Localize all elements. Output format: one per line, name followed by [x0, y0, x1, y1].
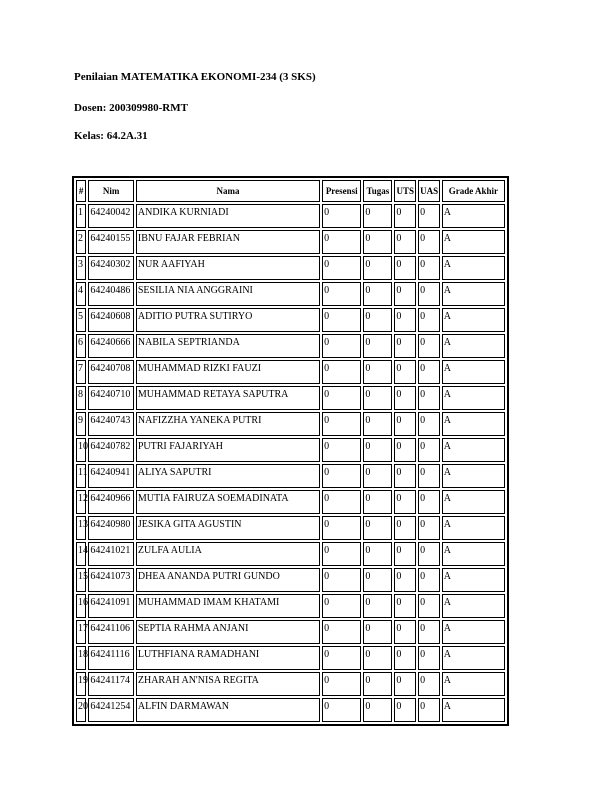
- cell-uts: 0: [394, 698, 416, 722]
- cell-nim: 64240486: [88, 282, 134, 306]
- cell-uas: 0: [418, 646, 440, 670]
- cell-nama: MUHAMMAD IMAM KHATAMI: [136, 594, 320, 618]
- cell-uas: 0: [418, 516, 440, 540]
- cell-grade-akhir: A: [442, 360, 505, 384]
- cell-number: 16: [76, 594, 86, 618]
- cell-presensi: 0: [322, 698, 361, 722]
- cell-tugas: 0: [363, 256, 392, 280]
- cell-presensi: 0: [322, 646, 361, 670]
- cell-tugas: 0: [363, 334, 392, 358]
- cell-nama: ZHARAH AN'NISA REGITA: [136, 672, 320, 696]
- cell-uas: 0: [418, 620, 440, 644]
- cell-uts: 0: [394, 620, 416, 644]
- cell-uts: 0: [394, 204, 416, 228]
- cell-presensi: 0: [322, 516, 361, 540]
- cell-tugas: 0: [363, 438, 392, 462]
- column-header-uas: UAS: [418, 180, 440, 202]
- cell-tugas: 0: [363, 282, 392, 306]
- cell-tugas: 0: [363, 490, 392, 514]
- cell-nama: DHEA ANANDA PUTRI GUNDO: [136, 568, 320, 592]
- cell-presensi: 0: [322, 256, 361, 280]
- cell-nim: 64241091: [88, 594, 134, 618]
- cell-number: 19: [76, 672, 86, 696]
- cell-number: 9: [76, 412, 86, 436]
- cell-number: 6: [76, 334, 86, 358]
- cell-uts: 0: [394, 412, 416, 436]
- cell-tugas: 0: [363, 594, 392, 618]
- cell-nama: IBNU FAJAR FEBRIAN: [136, 230, 320, 254]
- cell-presensi: 0: [322, 672, 361, 696]
- cell-uts: 0: [394, 594, 416, 618]
- cell-nama: NABILA SEPTRIANDA: [136, 334, 320, 358]
- cell-nim: 64240155: [88, 230, 134, 254]
- table-row: [76, 594, 505, 618]
- cell-presensi: 0: [322, 412, 361, 436]
- cell-uas: 0: [418, 464, 440, 488]
- cell-uts: 0: [394, 646, 416, 670]
- cell-grade-akhir: A: [442, 204, 505, 228]
- cell-uts: 0: [394, 568, 416, 592]
- table-row: [76, 542, 505, 566]
- cell-uts: 0: [394, 542, 416, 566]
- cell-presensi: 0: [322, 490, 361, 514]
- cell-grade-akhir: A: [442, 594, 505, 618]
- cell-tugas: 0: [363, 542, 392, 566]
- cell-uts: 0: [394, 490, 416, 514]
- table-row: [76, 516, 505, 540]
- cell-uts: 0: [394, 282, 416, 306]
- cell-nama: NUR AAFIYAH: [136, 256, 320, 280]
- cell-grade-akhir: A: [442, 230, 505, 254]
- grades-table: [72, 176, 509, 726]
- cell-nama: MUHAMMAD RIZKI FAUZI: [136, 360, 320, 384]
- cell-nim: 64241073: [88, 568, 134, 592]
- cell-nama: ZULFA AULIA: [136, 542, 320, 566]
- cell-nama: SEPTIA RAHMA ANJANI: [136, 620, 320, 644]
- cell-nama: JESIKA GITA AGUSTIN: [136, 516, 320, 540]
- cell-nim: 64240980: [88, 516, 134, 540]
- cell-grade-akhir: A: [442, 698, 505, 722]
- cell-number: 14: [76, 542, 86, 566]
- cell-uas: 0: [418, 334, 440, 358]
- cell-nama: LUTHFIANA RAMADHANI: [136, 646, 320, 670]
- cell-uts: 0: [394, 334, 416, 358]
- cell-tugas: 0: [363, 516, 392, 540]
- column-header-number: #: [76, 180, 86, 202]
- cell-presensi: 0: [322, 438, 361, 462]
- lecturer-line: Dosen: 200309980-RMT: [74, 102, 188, 114]
- cell-presensi: 0: [322, 464, 361, 488]
- cell-number: 20: [76, 698, 86, 722]
- column-header-presensi: Presensi: [322, 180, 361, 202]
- table-row: [76, 256, 505, 280]
- table-row: [76, 386, 505, 410]
- table-row: [76, 438, 505, 462]
- cell-uas: 0: [418, 282, 440, 306]
- cell-nim: 64240710: [88, 386, 134, 410]
- cell-uas: 0: [418, 230, 440, 254]
- cell-nim: 64240941: [88, 464, 134, 488]
- cell-grade-akhir: A: [442, 438, 505, 462]
- cell-nim: 64240608: [88, 308, 134, 332]
- cell-number: 15: [76, 568, 86, 592]
- cell-nim: 64240966: [88, 490, 134, 514]
- cell-tugas: 0: [363, 230, 392, 254]
- cell-uas: 0: [418, 438, 440, 462]
- cell-nama: SESILIA NIA ANGGRAINI: [136, 282, 320, 306]
- cell-nim: 64240302: [88, 256, 134, 280]
- cell-nim: 64240782: [88, 438, 134, 462]
- table-row: [76, 646, 505, 670]
- column-header-uts: UTS: [394, 180, 416, 202]
- cell-tugas: 0: [363, 360, 392, 384]
- cell-uts: 0: [394, 672, 416, 696]
- cell-nama: ALIYA SAPUTRI: [136, 464, 320, 488]
- table-row: [76, 282, 505, 306]
- table-row: [76, 308, 505, 332]
- cell-nama: ANDIKA KURNIADI: [136, 204, 320, 228]
- cell-nim: 64241021: [88, 542, 134, 566]
- table-row: [76, 230, 505, 254]
- cell-grade-akhir: A: [442, 256, 505, 280]
- cell-nama: ADITIO PUTRA SUTIRYO: [136, 308, 320, 332]
- cell-grade-akhir: A: [442, 542, 505, 566]
- cell-uas: 0: [418, 672, 440, 696]
- cell-uts: 0: [394, 386, 416, 410]
- cell-grade-akhir: A: [442, 412, 505, 436]
- table-row: [76, 360, 505, 384]
- cell-uas: 0: [418, 542, 440, 566]
- cell-grade-akhir: A: [442, 490, 505, 514]
- cell-nim: 64240666: [88, 334, 134, 358]
- cell-number: 17: [76, 620, 86, 644]
- cell-tugas: 0: [363, 464, 392, 488]
- table-row: [76, 620, 505, 644]
- column-header-nama: Nama: [136, 180, 320, 202]
- cell-nama: NAFIZZHA YANEKA PUTRI: [136, 412, 320, 436]
- cell-uas: 0: [418, 386, 440, 410]
- cell-tugas: 0: [363, 698, 392, 722]
- cell-presensi: 0: [322, 594, 361, 618]
- cell-tugas: 0: [363, 204, 392, 228]
- cell-number: 4: [76, 282, 86, 306]
- cell-presensi: 0: [322, 360, 361, 384]
- cell-presensi: 0: [322, 204, 361, 228]
- cell-tugas: 0: [363, 412, 392, 436]
- cell-uas: 0: [418, 308, 440, 332]
- cell-presensi: 0: [322, 308, 361, 332]
- table-row: [76, 568, 505, 592]
- table-row: [76, 672, 505, 696]
- cell-grade-akhir: A: [442, 386, 505, 410]
- cell-tugas: 0: [363, 672, 392, 696]
- cell-uts: 0: [394, 256, 416, 280]
- cell-presensi: 0: [322, 230, 361, 254]
- cell-uas: 0: [418, 256, 440, 280]
- cell-uts: 0: [394, 360, 416, 384]
- cell-nama: MUTIA FAIRUZA SOEMADINATA: [136, 490, 320, 514]
- cell-tugas: 0: [363, 568, 392, 592]
- cell-uas: 0: [418, 412, 440, 436]
- cell-number: 10: [76, 438, 86, 462]
- cell-nim: 64241106: [88, 620, 134, 644]
- cell-uts: 0: [394, 464, 416, 488]
- cell-grade-akhir: A: [442, 568, 505, 592]
- table-row: [76, 334, 505, 358]
- cell-presensi: 0: [322, 620, 361, 644]
- cell-uts: 0: [394, 438, 416, 462]
- cell-number: 3: [76, 256, 86, 280]
- column-header-nim: Nim: [88, 180, 134, 202]
- table-header-row: [76, 180, 505, 202]
- cell-grade-akhir: A: [442, 672, 505, 696]
- cell-grade-akhir: A: [442, 308, 505, 332]
- cell-presensi: 0: [322, 334, 361, 358]
- cell-nama: PUTRI FAJARIYAH: [136, 438, 320, 462]
- cell-number: 7: [76, 360, 86, 384]
- cell-uts: 0: [394, 230, 416, 254]
- cell-uas: 0: [418, 698, 440, 722]
- cell-grade-akhir: A: [442, 334, 505, 358]
- cell-uas: 0: [418, 594, 440, 618]
- cell-tugas: 0: [363, 386, 392, 410]
- cell-tugas: 0: [363, 308, 392, 332]
- cell-tugas: 0: [363, 620, 392, 644]
- cell-grade-akhir: A: [442, 464, 505, 488]
- column-header-grade-akhir: Grade Akhir: [442, 180, 505, 202]
- cell-presensi: 0: [322, 282, 361, 306]
- cell-nim: 64240708: [88, 360, 134, 384]
- cell-number: 11: [76, 464, 86, 488]
- document-title: Penilaian MATEMATIKA EKONOMI-234 (3 SKS): [74, 71, 316, 83]
- cell-nama: MUHAMMAD RETAYA SAPUTRA: [136, 386, 320, 410]
- cell-presensi: 0: [322, 386, 361, 410]
- cell-uas: 0: [418, 360, 440, 384]
- table-row: [76, 204, 505, 228]
- column-header-tugas: Tugas: [363, 180, 392, 202]
- cell-nama: ALFIN DARMAWAN: [136, 698, 320, 722]
- cell-nim: 64241116: [88, 646, 134, 670]
- cell-nim: 64240042: [88, 204, 134, 228]
- table-row: [76, 698, 505, 722]
- cell-grade-akhir: A: [442, 516, 505, 540]
- cell-nim: 64241174: [88, 672, 134, 696]
- cell-number: 1: [76, 204, 86, 228]
- class-line: Kelas: 64.2A.31: [74, 130, 148, 142]
- cell-grade-akhir: A: [442, 282, 505, 306]
- cell-uts: 0: [394, 516, 416, 540]
- cell-nim: 64240743: [88, 412, 134, 436]
- cell-nim: 64241254: [88, 698, 134, 722]
- cell-number: 8: [76, 386, 86, 410]
- cell-uas: 0: [418, 490, 440, 514]
- cell-presensi: 0: [322, 542, 361, 566]
- cell-number: 2: [76, 230, 86, 254]
- cell-uas: 0: [418, 568, 440, 592]
- cell-uas: 0: [418, 204, 440, 228]
- cell-grade-akhir: A: [442, 646, 505, 670]
- cell-tugas: 0: [363, 646, 392, 670]
- table-row: [76, 412, 505, 436]
- cell-number: 13: [76, 516, 86, 540]
- table-row: [76, 464, 505, 488]
- cell-number: 5: [76, 308, 86, 332]
- cell-uts: 0: [394, 308, 416, 332]
- table-row: [76, 490, 505, 514]
- grades-table-body: [76, 204, 505, 722]
- cell-grade-akhir: A: [442, 620, 505, 644]
- cell-number: 12: [76, 490, 86, 514]
- cell-presensi: 0: [322, 568, 361, 592]
- cell-number: 18: [76, 646, 86, 670]
